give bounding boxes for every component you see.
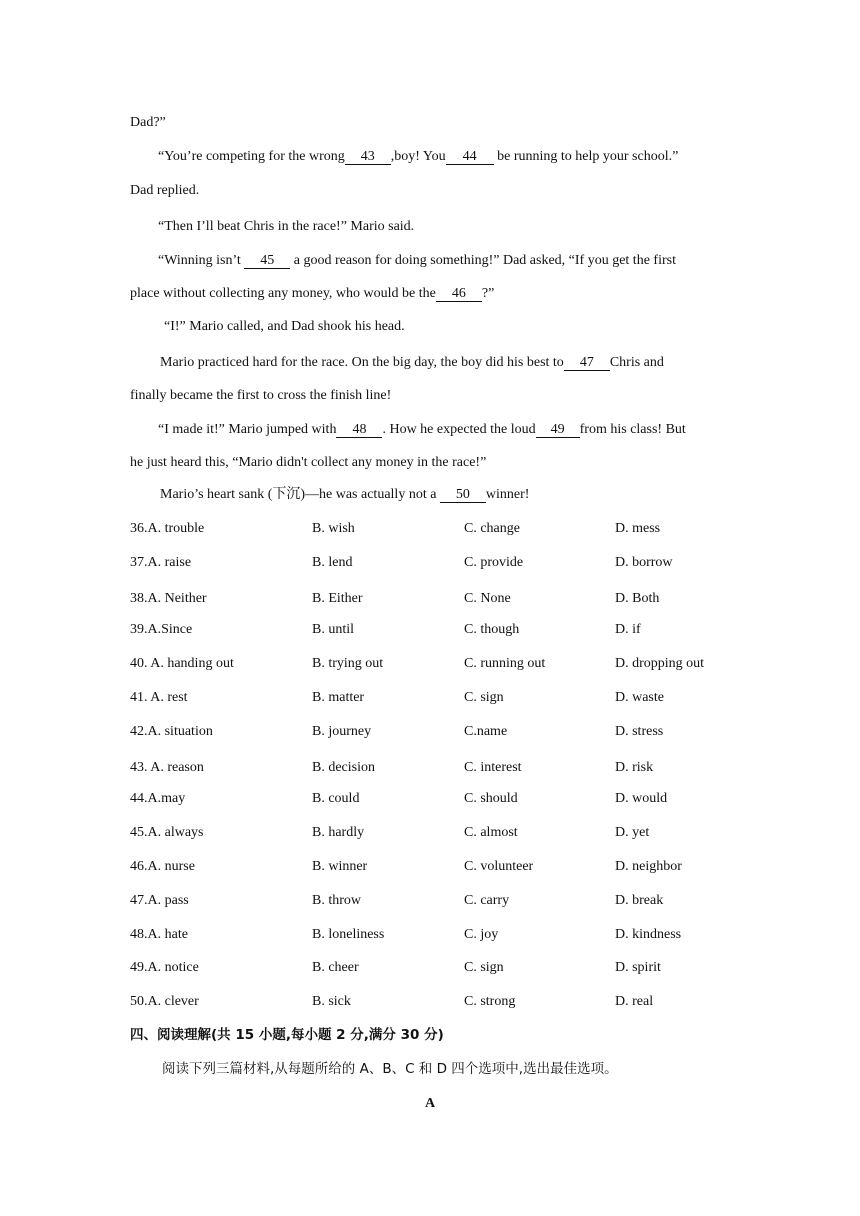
option-row [130,590,750,608]
text: Mario practiced hard for the race. On the big day, the boy did his best to [160,355,564,370]
option-a: 44.A.may [130,791,186,806]
option-b: B. wish [312,521,355,536]
blank-46: 46 [436,286,482,302]
option-a: 39.A.Since [130,622,193,637]
passage-line [160,354,730,372]
option-row [130,554,750,572]
option-d: D. if [615,622,641,637]
option-a: 36.A. trouble [130,521,205,536]
option-a: 43. A. reason [130,760,204,775]
blank-45: 45 [244,253,290,269]
blank-50: 50 [440,487,486,503]
text: winner! [485,487,530,502]
option-b: B. decision [312,760,375,775]
option-b: B. cheer [312,960,359,975]
passage-line [160,486,730,504]
option-a: 50.A. clever [130,994,199,1009]
text: Chris and [609,355,664,370]
option-d: D. waste [615,690,664,705]
option-row [130,993,750,1011]
option-d: D. dropping out [615,656,705,671]
option-d: D. stress [615,724,664,739]
passage-line: Dad?” [130,115,166,130]
option-a: 49.A. notice [130,960,199,975]
option-d: D. yet [615,825,650,840]
option-b: B. sick [312,994,351,1009]
option-a: 46.A. nurse [130,859,195,874]
text: ,boy! You [390,149,446,164]
option-row [130,790,750,808]
passage-line [158,252,730,270]
section-instruction: 阅读下列三篇材料,从每题所给的 A、B、C 和 D 四个选项中,选出最佳选项。 [162,1061,618,1077]
option-d: D. risk [615,760,654,775]
blank-49: 49 [536,422,580,438]
option-a: 42.A. situation [130,724,213,739]
option-d: D. spirit [615,960,661,975]
option-a: 47.A. pass [130,893,189,908]
option-c: C. interest [464,760,522,775]
option-b: B. trying out [312,656,384,671]
option-b: B. journey [312,724,372,739]
text: a good reason for doing something!” Dad asked, “If you get the first [290,253,676,268]
option-c: C. strong [464,994,516,1009]
option-row [130,759,750,777]
option-c: C. sign [464,690,504,705]
option-row [130,959,750,977]
option-c: C. volunteer [464,859,534,874]
option-b: B. matter [312,690,365,705]
section-heading: 四、阅读理解(共 15 小题,每小题 2 分,满分 30 分) [130,1027,444,1043]
option-c: C. sign [464,960,504,975]
text: . How he expected the loud [382,422,536,437]
text: Mario’s heart sank (下沉)—he was actually not a [160,487,440,502]
option-b: B. hardly [312,825,365,840]
passage-line [158,148,730,166]
option-row [130,892,750,910]
option-d: D. Both [615,591,660,606]
blank-48: 48 [336,422,382,438]
option-row [130,824,750,842]
option-b: B. winner [312,859,368,874]
option-d: D. mess [615,521,661,536]
option-c: C. running out [464,656,546,671]
option-c: C. carry [464,893,510,908]
passage-line: Dad replied. [130,183,200,198]
passage-line: “I!” Mario called, and Dad shook his head. [164,319,405,334]
option-a: 45.A. always [130,825,204,840]
option-a: 37.A. raise [130,555,192,570]
option-c: C. should [464,791,518,806]
option-b: B. loneliness [312,927,385,942]
option-c: C. almost [464,825,518,840]
option-c: C.name [464,724,508,739]
option-b: B. lend [312,555,353,570]
option-c: C. change [464,521,520,536]
option-b: B. Either [312,591,363,606]
option-a: 40. A. handing out [130,656,234,671]
text: “I made it!” Mario jumped with [158,422,337,437]
passage-line: he just heard this, “Mario didn't collect any money in the race!” [130,455,487,470]
text: “You’re competing for the wrong [158,149,345,164]
passage-line [130,285,730,303]
option-b: B. could [312,791,360,806]
option-row [130,858,750,876]
option-c: C. though [464,622,520,637]
part-label: A [424,1096,436,1111]
option-c: C. joy [464,927,499,942]
passage-line: “Then I’ll beat Chris in the race!” Mario said. [158,219,415,234]
option-d: D. borrow [615,555,673,570]
option-row [130,520,750,538]
option-d: D. neighbor [615,859,682,874]
option-a: 38.A. Neither [130,591,207,606]
option-row [130,926,750,944]
option-a: 48.A. hate [130,927,188,942]
option-row [130,621,750,639]
option-b: B. throw [312,893,361,908]
option-c: C. None [464,591,511,606]
option-d: D. real [615,994,654,1009]
text: place without collecting any money, who would be the [130,286,436,301]
text: “Winning isn’t [158,253,245,268]
blank-43: 43 [345,149,391,165]
option-b: B. until [312,622,355,637]
text: from his class! But [579,422,686,437]
option-d: D. would [615,791,668,806]
text: be running to help your school.” [493,149,679,164]
option-c: C. provide [464,555,524,570]
passage-line [158,421,730,439]
option-d: D. break [615,893,664,908]
blank-47: 47 [564,355,610,371]
text: ?” [481,286,495,301]
option-row [130,689,750,707]
blank-44: 44 [446,149,494,165]
option-d: D. kindness [615,927,682,942]
passage-line: finally became the first to cross the finish line! [130,388,392,403]
option-row [130,655,750,673]
option-a: 41. A. rest [130,690,188,705]
option-row [130,723,750,741]
